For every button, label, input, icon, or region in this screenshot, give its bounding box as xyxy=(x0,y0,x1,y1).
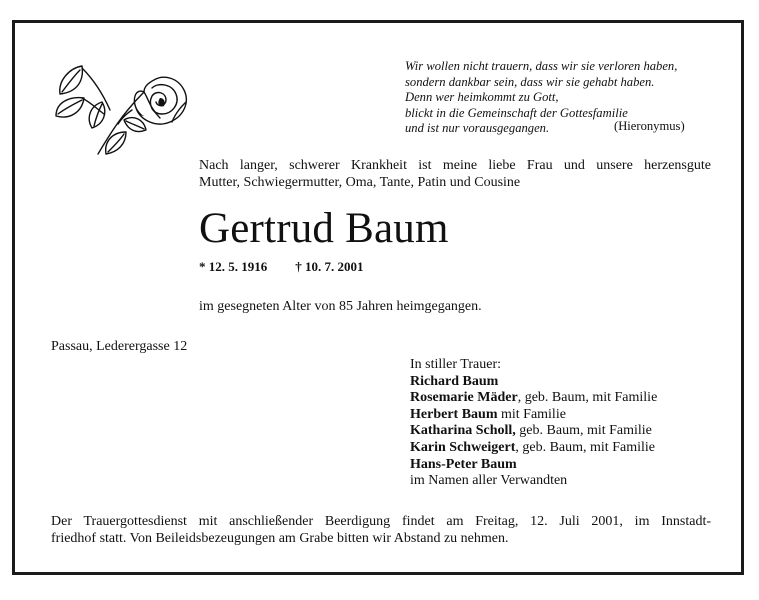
rose-branch-icon xyxy=(48,58,196,162)
funeral-notice xyxy=(51,513,711,547)
mourners-heading: In stiller Trauer: xyxy=(410,357,501,372)
mourners-closing: im Namen aller Verwandten xyxy=(410,473,568,489)
mourner-entry: Rosemarie Mäder, geb. Baum, mit Familie xyxy=(410,390,658,406)
place-address: Passau, Lederergasse 12 xyxy=(51,339,188,354)
death-date: † 10. 7. 2001 xyxy=(295,259,364,274)
quote-line: blickt in die Gemeinschaft der Gottesfamilie xyxy=(405,105,628,120)
intro-line: Mutter, Schwiegermutter, Oma, Tante, Patin und Cousine xyxy=(199,175,521,190)
life-dates xyxy=(199,259,364,275)
mourner-entry: Herbert Baum mit Familie xyxy=(410,406,566,422)
mourner-entry: Katharina Scholl, geb. Baum, mit Familie xyxy=(410,423,652,439)
intro-line: Nach langer, schwerer Krankheit ist meine liebe Frau und unsere herzensgute xyxy=(199,158,711,173)
quote-line: Wir wollen nicht trauern, dass wir sie verloren haben, xyxy=(405,59,678,73)
deceased-name: Gertrud Baum xyxy=(199,205,449,252)
quote-line: Denn wer heimkommt zu Gott, xyxy=(405,90,559,105)
mourner-entry: Hans-Peter Baum xyxy=(410,456,517,472)
mourner-entry: Karin Schweigert, geb. Baum, mit Familie xyxy=(410,439,655,455)
age-text: im gesegneten Alter von 85 Jahren heimgegangen. xyxy=(199,299,482,314)
footer-line: Der Trauergottesdienst mit anschließender Beerdigung findet am Freitag, 12. Juli 2001, im Innstadt- xyxy=(51,514,711,529)
mourner-entry: Richard Baum xyxy=(410,373,499,389)
quote-author: (Hieronymus) xyxy=(614,119,685,133)
quote-line: sondern dankbar sein, dass wir sie gehabt haben. xyxy=(405,74,655,89)
footer-line: friedhof statt. Von Beileidsbezeugungen am Grabe bitten wir Abstand zu nehmen. xyxy=(51,531,509,546)
mourners-list xyxy=(410,357,657,490)
birth-date: * 12. 5. 1916 xyxy=(199,259,268,274)
quote-line: und ist nur vorausgegangen. xyxy=(405,121,550,136)
intro-text xyxy=(199,157,711,191)
hieronymus-quote xyxy=(405,59,725,137)
